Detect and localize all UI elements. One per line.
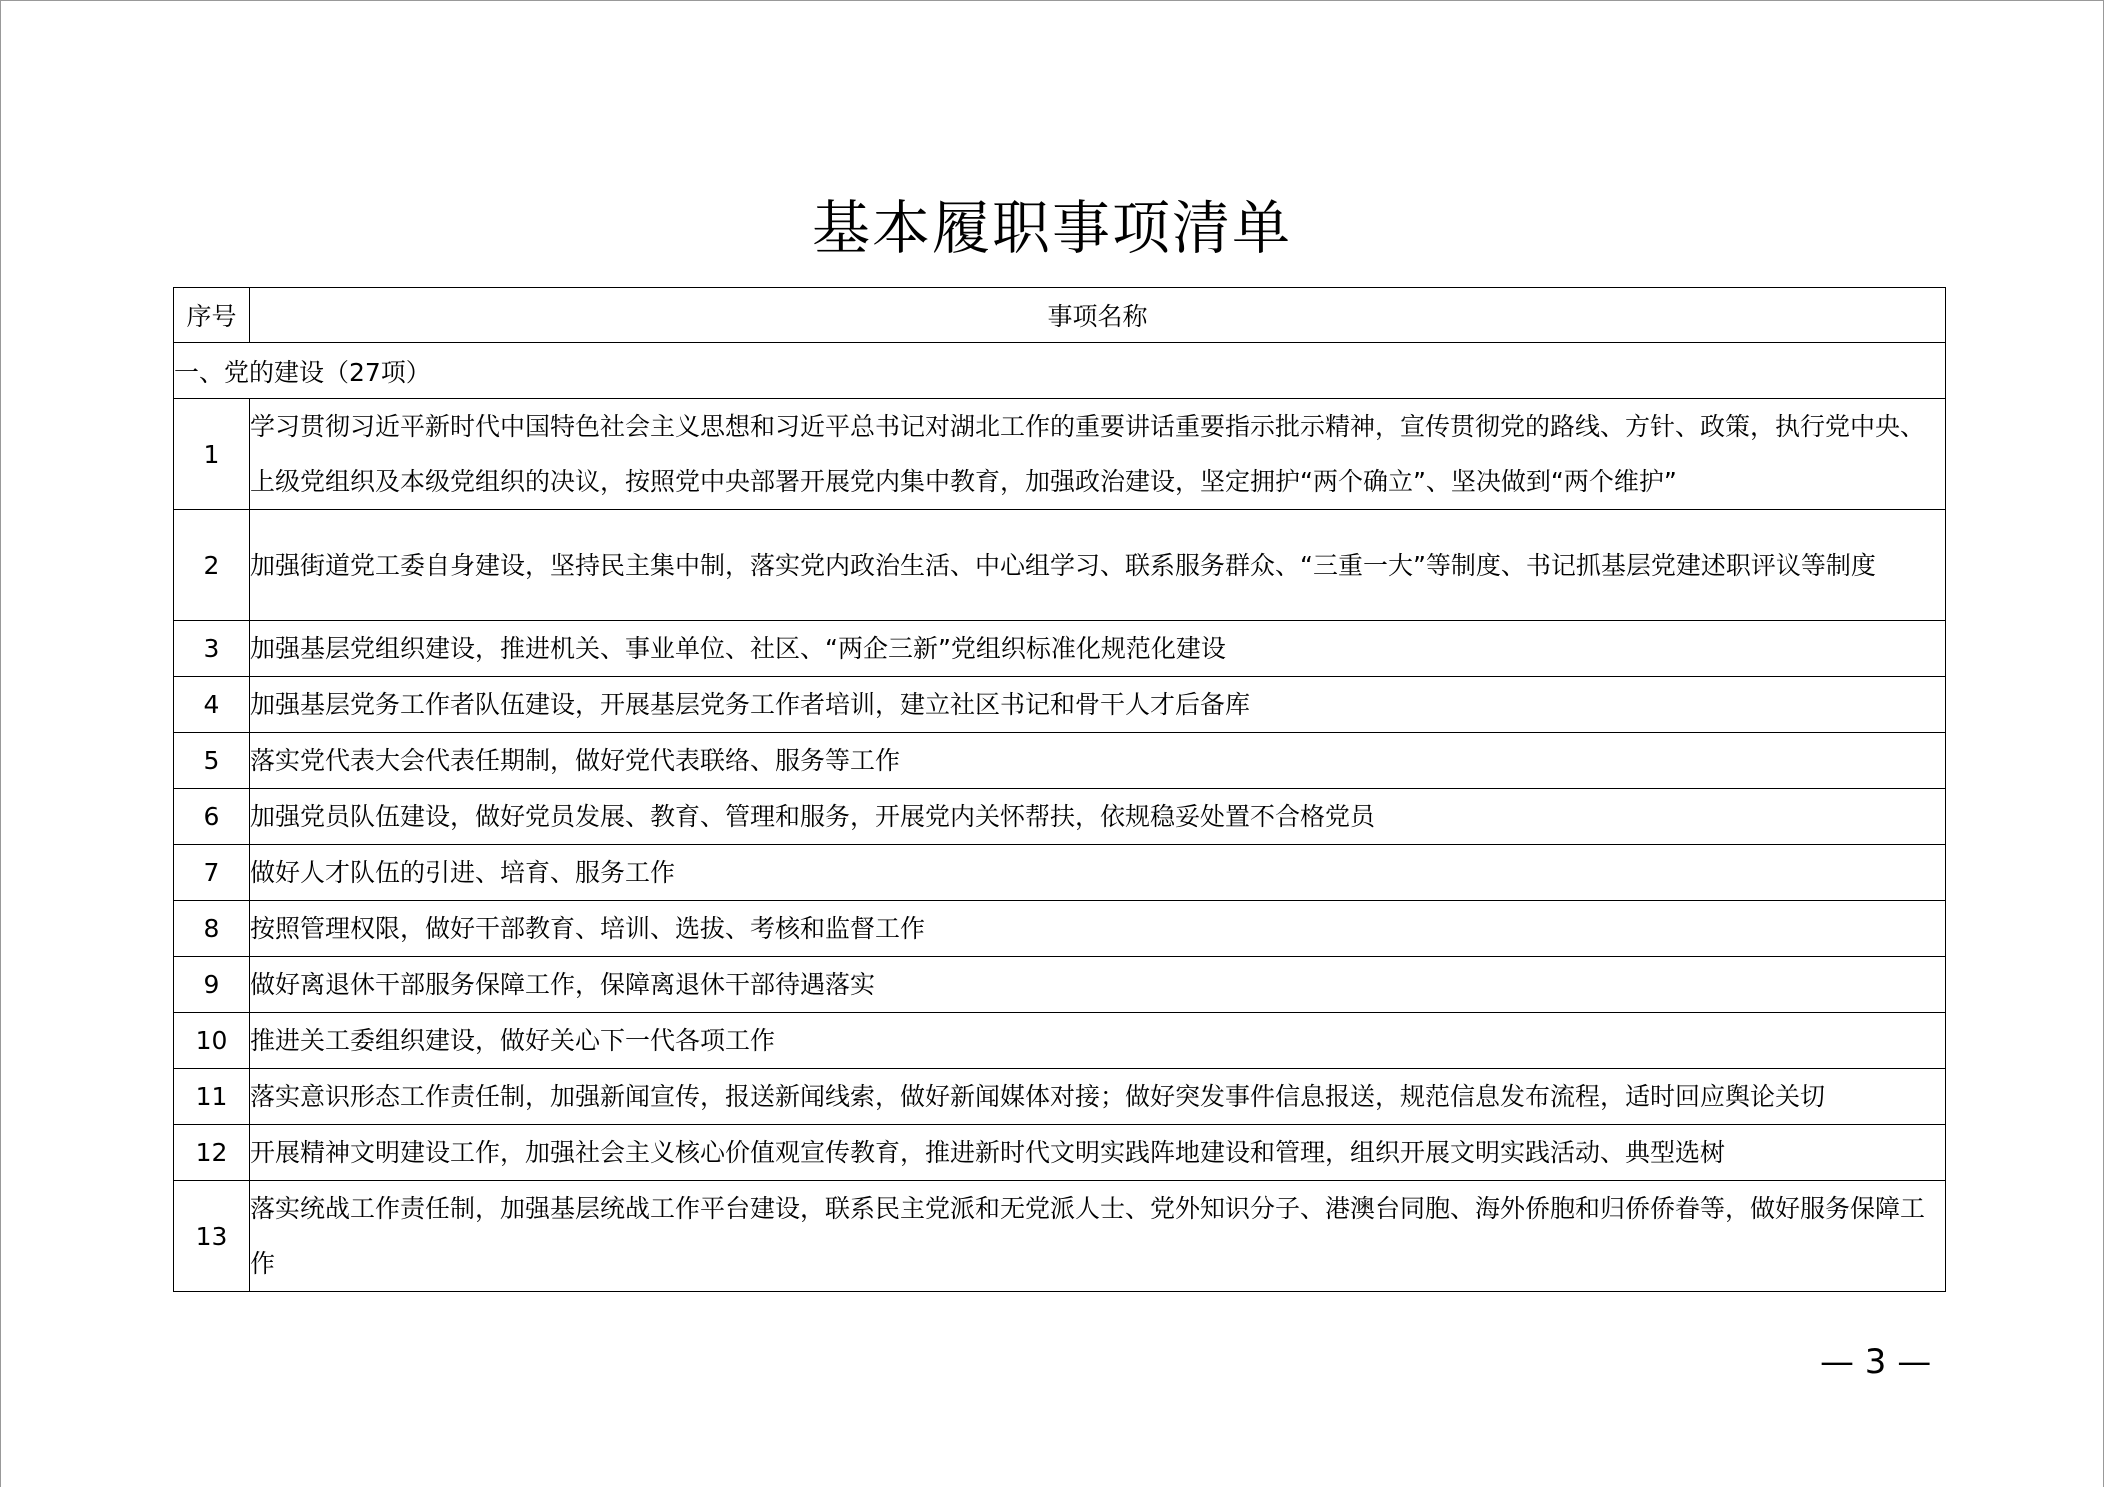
page-number: — 3 — <box>1820 1342 1932 1382</box>
section-title: 一、党的建设（27项） <box>174 343 1946 399</box>
row-number: 12 <box>174 1125 250 1181</box>
row-number: 7 <box>174 845 250 901</box>
table-row <box>174 1013 1946 1069</box>
row-number: 5 <box>174 733 250 789</box>
row-item-name: 学习贯彻习近平新时代中国特色社会主义思想和习近平总书记对湖北工作的重要讲话重要指示批示精神，宣传贯彻党的路线、方针、政策，执行党中央、上级党组织及本级党组织的决议，按照党中央部署开展党内集中教育，加强政治建设，坚定拥护“两个确立”、坚决做到“两个维护” <box>250 399 1946 510</box>
row-number: 11 <box>174 1069 250 1125</box>
row-item-name: 开展精神文明建设工作，加强社会主义核心价值观宣传教育，推进新时代文明实践阵地建设和管理，组织开展文明实践活动、典型选树 <box>250 1125 1946 1181</box>
row-number: 4 <box>174 677 250 733</box>
table-row <box>174 733 1946 789</box>
row-item-name: 加强基层党务工作者队伍建设，开展基层党务工作者培训，建立社区书记和骨干人才后备库 <box>250 677 1946 733</box>
table-row <box>174 1125 1946 1181</box>
row-item-name: 落实意识形态工作责任制，加强新闻宣传，报送新闻线索，做好新闻媒体对接；做好突发事件信息报送，规范信息发布流程，适时回应舆论关切 <box>250 1069 1946 1125</box>
table-row <box>174 1069 1946 1125</box>
row-item-name: 落实党代表大会代表任期制，做好党代表联络、服务等工作 <box>250 733 1946 789</box>
table-row <box>174 510 1946 621</box>
row-item-name: 落实统战工作责任制，加强基层统战工作平台建设，联系民主党派和无党派人士、党外知识分子、港澳台同胞、海外侨胞和归侨侨眷等，做好服务保障工作 <box>250 1181 1946 1292</box>
row-number: 1 <box>174 399 250 510</box>
table-row <box>174 789 1946 845</box>
table-row <box>174 677 1946 733</box>
row-item-name: 加强街道党工委自身建设，坚持民主集中制，落实党内政治生活、中心组学习、联系服务群众、“三重一大”等制度、书记抓基层党建述职评议等制度 <box>250 510 1946 621</box>
row-number: 3 <box>174 621 250 677</box>
row-number: 10 <box>174 1013 250 1069</box>
row-item-name: 做好离退休干部服务保障工作，保障离退休干部待遇落实 <box>250 957 1946 1013</box>
table-row <box>174 845 1946 901</box>
table-row <box>174 957 1946 1013</box>
table-row <box>174 901 1946 957</box>
row-item-name: 按照管理权限，做好干部教育、培训、选拔、考核和监督工作 <box>250 901 1946 957</box>
table-header-row <box>174 288 1946 343</box>
section-row <box>174 343 1946 399</box>
row-number: 8 <box>174 901 250 957</box>
header-serial-number: 序号 <box>174 288 250 343</box>
table-row <box>174 1181 1946 1292</box>
row-number: 6 <box>174 789 250 845</box>
row-item-name: 做好人才队伍的引进、培育、服务工作 <box>250 845 1946 901</box>
duty-items-table <box>173 287 1946 1292</box>
row-item-name: 加强党员队伍建设，做好党员发展、教育、管理和服务，开展党内关怀帮扶，依规稳妥处置不合格党员 <box>250 789 1946 845</box>
row-number: 2 <box>174 510 250 621</box>
row-item-name: 加强基层党组织建设，推进机关、事业单位、社区、“两企三新”党组织标准化规范化建设 <box>250 621 1946 677</box>
row-number: 9 <box>174 957 250 1013</box>
table-row <box>174 621 1946 677</box>
document-title: 基本履职事项清单 <box>811 194 1292 262</box>
table-row <box>174 399 1946 510</box>
header-item-name: 事项名称 <box>250 288 1946 343</box>
row-item-name: 推进关工委组织建设，做好关心下一代各项工作 <box>250 1013 1946 1069</box>
row-number: 13 <box>174 1181 250 1292</box>
